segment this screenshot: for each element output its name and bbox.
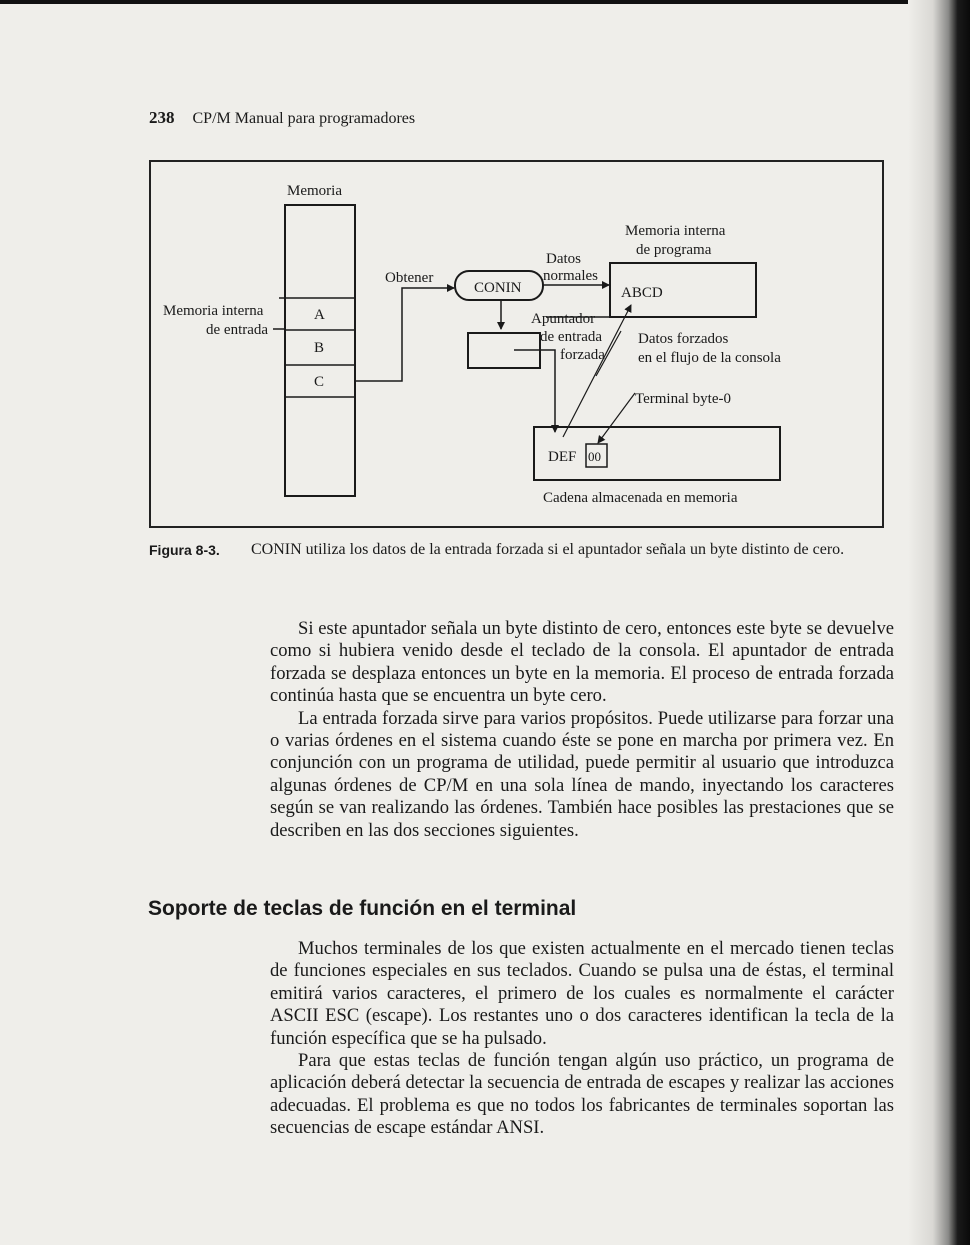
page-number: 238: [149, 108, 175, 127]
paragraph: La entrada forzada sirve para varios propósitos. Puede utilizarse para forzar una o varias órdenes en el sistema cuando éste se pone en marcha por primera vez. En conjunción con un programa de utilidad, puede permitir al usuario que introduzca algunas órdenes de CP/M en una sola línea de mando, inyectando los caracteres según se van realizando las órdenes. También hace posibles las prestaciones que se describen en las dos secciones siguientes.: [270, 707, 894, 841]
cell-a: A: [314, 307, 325, 323]
running-head: [149, 108, 415, 128]
cell-b: B: [314, 340, 325, 356]
body-block-2: [270, 938, 894, 1140]
datos-normales-l2: normales: [543, 268, 598, 284]
caption-label: Figura 8-3.: [149, 542, 220, 558]
apuntador-l2: de entrada: [540, 329, 603, 345]
running-title: CP/M Manual para programadores: [192, 110, 416, 127]
memoria-interna-programa-l2: de programa: [636, 242, 712, 258]
cadena-label: Cadena almacenada en memoria: [543, 490, 738, 506]
terminal-byte-label: Terminal byte-0: [635, 391, 731, 407]
datos-normales-l1: Datos: [546, 251, 581, 267]
datos-forzados-l2: en el flujo de la consola: [638, 350, 781, 366]
memoria-interna-entrada-l2: de entrada: [206, 322, 269, 338]
book-spine-shadow: [908, 0, 970, 1245]
pointer-to-string-arrow: [540, 350, 555, 432]
obtener-arrow: [355, 288, 454, 381]
caption-text: CONIN utiliza los datos de la entrada forzada si el apuntador señala un byte distinto de cero.: [251, 541, 845, 558]
apuntador-l1: Apuntador: [531, 311, 596, 327]
conin-diagram: [151, 162, 886, 530]
paragraph: Para que estas teclas de función tengan algún uso práctico, un programa de aplicación deberá detectar la secuencia de entrada de escapes y realizar las acciones adecuadas. El problema es que no todos los fabricantes de terminales soportan las secuencias de escape estándar ANSI.: [270, 1050, 894, 1139]
scan-top-edge: [0, 0, 970, 4]
memoria-interna-programa-l1: Memoria interna: [625, 223, 726, 239]
paragraph: Si este apuntador señala un byte distinto de cero, entonces este byte se devuelve como si hubiera venido desde el teclado de la consola. El apuntador de entrada forzada se desplaza entonces un byte en la memoria. El proceso de entrada forzada continúa hasta que se encuentra un byte cero.: [270, 618, 894, 707]
section-heading: Soporte de teclas de función en el terminal: [148, 897, 577, 920]
conin-label: CONIN: [474, 280, 522, 296]
obtener-label: Obtener: [385, 270, 434, 286]
paragraph: Muchos terminales de los que existen actualmente en el mercado tienen teclas de funciones especiales en sus teclados. Cuando se pulsa una de éstas, el terminal emitirá varios caracteres, el primero de los cuales es normalmente el carácter ASCII ESC (escape). Los restantes uno o dos caracteres identifican la tecla de la función específica que se ha pulsado.: [270, 938, 894, 1049]
def-label: DEF: [548, 449, 577, 465]
cell-c: C: [314, 374, 325, 390]
abcd-label: ABCD: [621, 285, 663, 301]
datos-forzados-l1: Datos forzados: [638, 331, 729, 347]
figure-caption: [149, 540, 894, 561]
memoria-interna-entrada-l1: Memoria interna: [163, 303, 264, 319]
terminal-byte-arrow: [598, 393, 635, 443]
figure-diagram: [149, 160, 884, 528]
memoria-label: Memoria: [287, 183, 342, 199]
body-block-1: [270, 618, 894, 842]
apuntador-l3: forzada: [560, 347, 605, 363]
zero-byte-label: 00: [588, 449, 601, 464]
